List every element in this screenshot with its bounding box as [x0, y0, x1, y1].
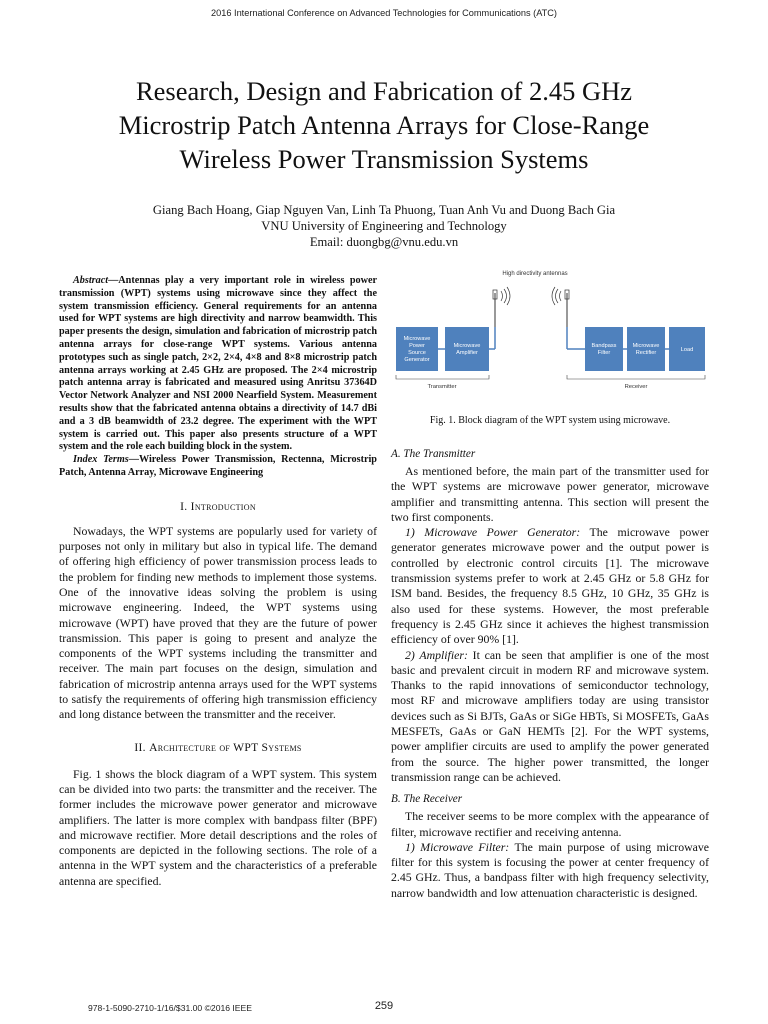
block-label: Load — [680, 347, 694, 353]
contact-email: Email: duongbg@vnu.edu.vn — [309, 235, 459, 249]
transmit-antenna-icon — [493, 287, 510, 327]
section-number: I. — [180, 499, 188, 513]
block-label: Generator — [404, 357, 430, 363]
paragraph-text: It can be seen that amplifier is one of the most basic and prevalent circuit in modern RF and microwave system. Thanks to the rapid innovations of semiconductor technology, most RF and microwave amplifiers today are using transistor devices such as Si BJTs, GaAs or SiGe HBTs, Si MOSFETs, GaAs MESFETs, GaAs or GaN HEMTs [2]. For the WPT systems, power amplifier circuits are used to amplify the power generated from the source. The higher power transmitted, the longer transmission range can be achieved. — [391, 647, 709, 784]
figure-block-diagram — [391, 267, 709, 401]
affiliation: VNU University of Engineering and Technology — [261, 219, 507, 233]
block-label: Rectifier — [635, 350, 657, 356]
body-paragraph: Fig. 1 shows the block diagram of a WPT system. This system can be divided into two parts: the transmitter and the receiver. The former includes the microwave power generator and microwave amplifiers. The latter is more complex with bandpass filter (BPF) and microwave rectifier. More detail descriptions and the roles of components are depicted in the following sections. The role of a antenna in the WPT system and the characteristics of a preferable antenna are specified. — [59, 766, 377, 888]
paragraph-heading: 1) Microwave Filter: — [405, 839, 510, 854]
bandpass-filter-block — [585, 327, 623, 371]
index-terms-text: —Wireless Power Transmission, Rectenna, Microstrip Patch, Antenna Array, Microwave Engineering — [59, 454, 377, 478]
conference-header: 2016 International Conference on Advanced Technologies for Communications (ATC) — [211, 8, 557, 18]
body-paragraph — [391, 525, 709, 647]
title-line: Research, Design and Fabrication of 2.45 GHz — [136, 76, 632, 106]
receive-antenna-icon — [552, 287, 569, 327]
paper-title — [40, 74, 728, 176]
section-title: Architecture of WPT Systems — [149, 740, 302, 754]
section-title: Introduction — [190, 499, 256, 513]
title-line: Microstrip Patch Antenna Arrays for Close-Range — [118, 110, 650, 140]
block-label: Source — [408, 350, 426, 356]
generator-block — [396, 327, 438, 371]
transmitter-label: Transmitter — [427, 384, 457, 390]
right-column — [391, 267, 709, 901]
block-label: Microwave — [453, 343, 481, 349]
body-paragraph: Nowadays, the WPT systems are popularly used for variety of purposes not only in military but also in typical life. The demand of offering high efficiency of power transmission process leads to the problem for finding new methods to implement those systems. One of the innovative ideas solving the problem is using microwave engineering. Indeed, the WPT systems using microwave (WPT) have proved that they are the future of power transmission. This paper is going to present and analyze the components of the WPT systems including the transmitter and receiver. The main part focuses on the design, simulation and fabrication of microstrip antenna arrays used for the WPT systems to satisfy the requirements of offering high transmission efficiency and long distance between the transmitter and the receiver. — [59, 523, 377, 722]
page-number: 259 — [374, 1000, 394, 1012]
paragraph-heading: 1) Microwave Power Generator: — [405, 525, 581, 540]
paragraph-text: The microwave power generator generates microwave power and the output power is controlled by electronic control circuits [1]. The microwave transmission systems prefer to work at 2.45 GHz or 5.8 GHz for ISM band. Besides, the frequency 8.5 GHz, 10 GHz, 35 GHz is also used for these systems. However, the most preferable frequency is 2.45 GHz since it achieves the highest transmission efficiency of over 90% [1]. — [391, 525, 709, 647]
receiver-label: Receiver — [624, 384, 648, 390]
body-paragraph — [391, 648, 709, 786]
figure-caption: Fig. 1. Block diagram of the WPT system using microwave. — [429, 415, 671, 426]
rectifier-block — [627, 327, 665, 371]
diagram-blocks — [396, 327, 705, 371]
body-paragraph: The receiver seems to be more complex with the appearance of filter, microwave rectifier and receiving antenna. — [391, 809, 709, 839]
title-line: Wireless Power Transmission Systems — [179, 144, 589, 174]
paragraph-heading: 2) Amplifier: — [405, 647, 468, 662]
left-column — [59, 275, 377, 889]
body-paragraph — [391, 840, 709, 901]
block-label: Microwave — [403, 336, 431, 342]
index-terms-label: Index Terms — [73, 454, 129, 466]
diagram-top-label: High directivity antennas — [502, 271, 568, 277]
block-label: Power — [409, 343, 425, 349]
section-heading — [59, 500, 377, 514]
block-diagram-svg — [391, 267, 709, 401]
block-label: Filter — [597, 350, 611, 356]
author-list: Giang Bach Hoang, Giap Nguyen Van, Linh Ta Phuong, Tuan Anh Vu and Duong Bach Gia — [152, 203, 616, 217]
section-heading — [59, 741, 377, 755]
abstract — [59, 275, 377, 454]
section-number: II. — [134, 740, 146, 754]
block-label: Amplifier — [456, 350, 478, 356]
footer-isbn: 978-1-5090-2710-1/16/$31.00 ©2016 IEEE — [88, 1003, 253, 1013]
amplifier-block — [445, 327, 489, 371]
block-label: Bandpass — [591, 343, 617, 349]
subsection-heading: B. The Receiver — [391, 793, 463, 806]
paragraph-text: The main purpose of using microwave filter for this system is focusing the power at center frequency of 2.45 GHz. Thus, a bandpass filter with high frequency selectivity, narrow bandwidth and low attenuation characteristic is designed. — [391, 839, 710, 900]
block-label: Microwave — [632, 343, 660, 349]
abstract-label: Abstract — [73, 275, 109, 286]
index-terms — [59, 454, 377, 480]
body-paragraph: As mentioned before, the main part of the transmitter used for the WPT systems are microwave power generator, microwave amplifier and transmitting antenna. This section will present the two first components. — [391, 464, 709, 524]
abstract-text: —Antennas play a very important role in wireless power transmission (WPT) systems using microwave since they affect the system transmission efficiency. General requirements for an antenna used for WPT systems are high directivity and narrow beamwidth. This paper presents the design, simulation and fabrication of microstrip patch antenna arrays for close-range WPT systems. Various antenna prototypes such as single patch, 2×2, 2×4, 4×8 and 8×8 microstrip patch antenna arrays working at 2.45 GHz are proposed. The 2×4 microstrip patch antenna array is fabricated and measured using Anritsu 37364D Vector Network Analyzer and NSI 2000 Nearfield System. Measurement results show that the fabricated antenna obtains a directivity of 14.7 dBi and a 3 dB beamwidth of 23.2 degree. The experiment with the WPT system is carried out. This paper also presents structure of a WPT system and the role each building block in the system. — [59, 275, 377, 453]
subsection-heading: A. The Transmitter — [391, 448, 476, 460]
